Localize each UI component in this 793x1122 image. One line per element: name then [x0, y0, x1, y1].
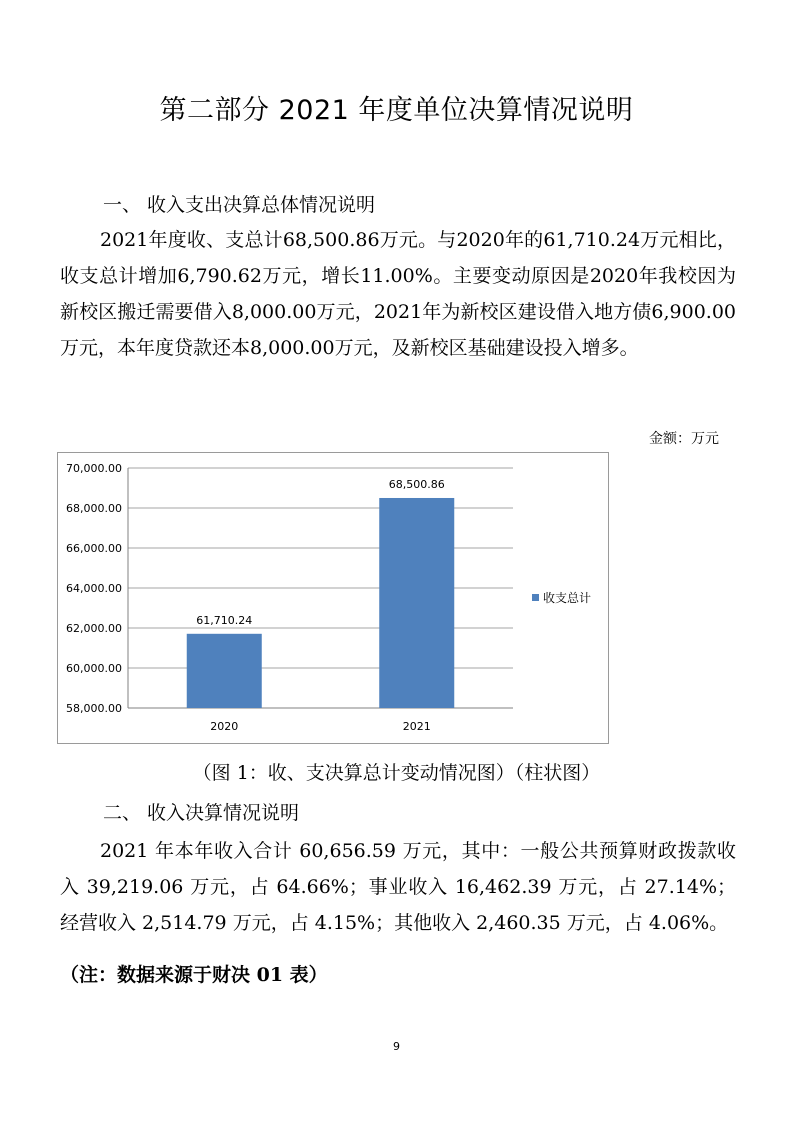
x-tick-label: 2021: [402, 720, 431, 733]
y-tick-label: 66,000.00: [66, 542, 122, 555]
bar-2021: [379, 498, 454, 708]
data-label: 68,500.86: [388, 477, 445, 491]
y-tick-label: 58,000.00: [66, 702, 122, 715]
y-tick-label: 70,000.00: [66, 462, 122, 475]
page-title: 第二部分 2021 年度单位决算情况说明: [159, 95, 634, 126]
page-number: 9: [393, 1040, 400, 1053]
section2-paragraph: 2021 年本年收入合计 60,656.59 万元，其中：一般公共预算财政拨款收入 39,219.06 万元，占 64.66%；事业收入 16,462.39 万元，占 27.14%；经营收入 2,514.79 万元，占 4.15%；其他收入 2,460.35 万元，占 4.06%。: [60, 840, 736, 934]
section2-heading: 二、 收入决算情况说明: [103, 802, 300, 824]
section1-heading: 一、 收入支出决算总体情况说明: [103, 194, 376, 216]
legend-label: 收支总计: [543, 591, 592, 605]
unit-label: 金额：万元: [649, 431, 719, 447]
x-tick-label: 2020: [210, 720, 239, 733]
chart-frame: [57, 452, 609, 744]
chart-caption: （图 1：收、支决算总计变动情况图）（柱状图）: [192, 762, 601, 784]
y-tick-label: 64,000.00: [66, 582, 122, 595]
data-label: 61,710.24: [196, 613, 253, 627]
y-tick-label: 60,000.00: [66, 662, 122, 675]
bar-2020: [187, 634, 262, 708]
section1-paragraph: 2021年度收、支总计68,500.86万元。与2020年的61,710.24万元相比，收支总计增加6,790.62万元，增长11.00%。主要变动原因是2020年我校因为新校区搬迁需要借入8,000.00万元，2021年为新校区建设借入地方债6,900.00万元，本年度贷款还本8,000.00万元，及新校区基础建设投入增多。: [60, 229, 736, 359]
source-note: （注：数据来源于财决 01 表）: [60, 964, 328, 986]
bar-chart: [58, 453, 608, 743]
legend-swatch: [532, 594, 539, 601]
y-tick-label: 62,000.00: [66, 622, 122, 635]
y-tick-label: 68,000.00: [66, 502, 122, 515]
